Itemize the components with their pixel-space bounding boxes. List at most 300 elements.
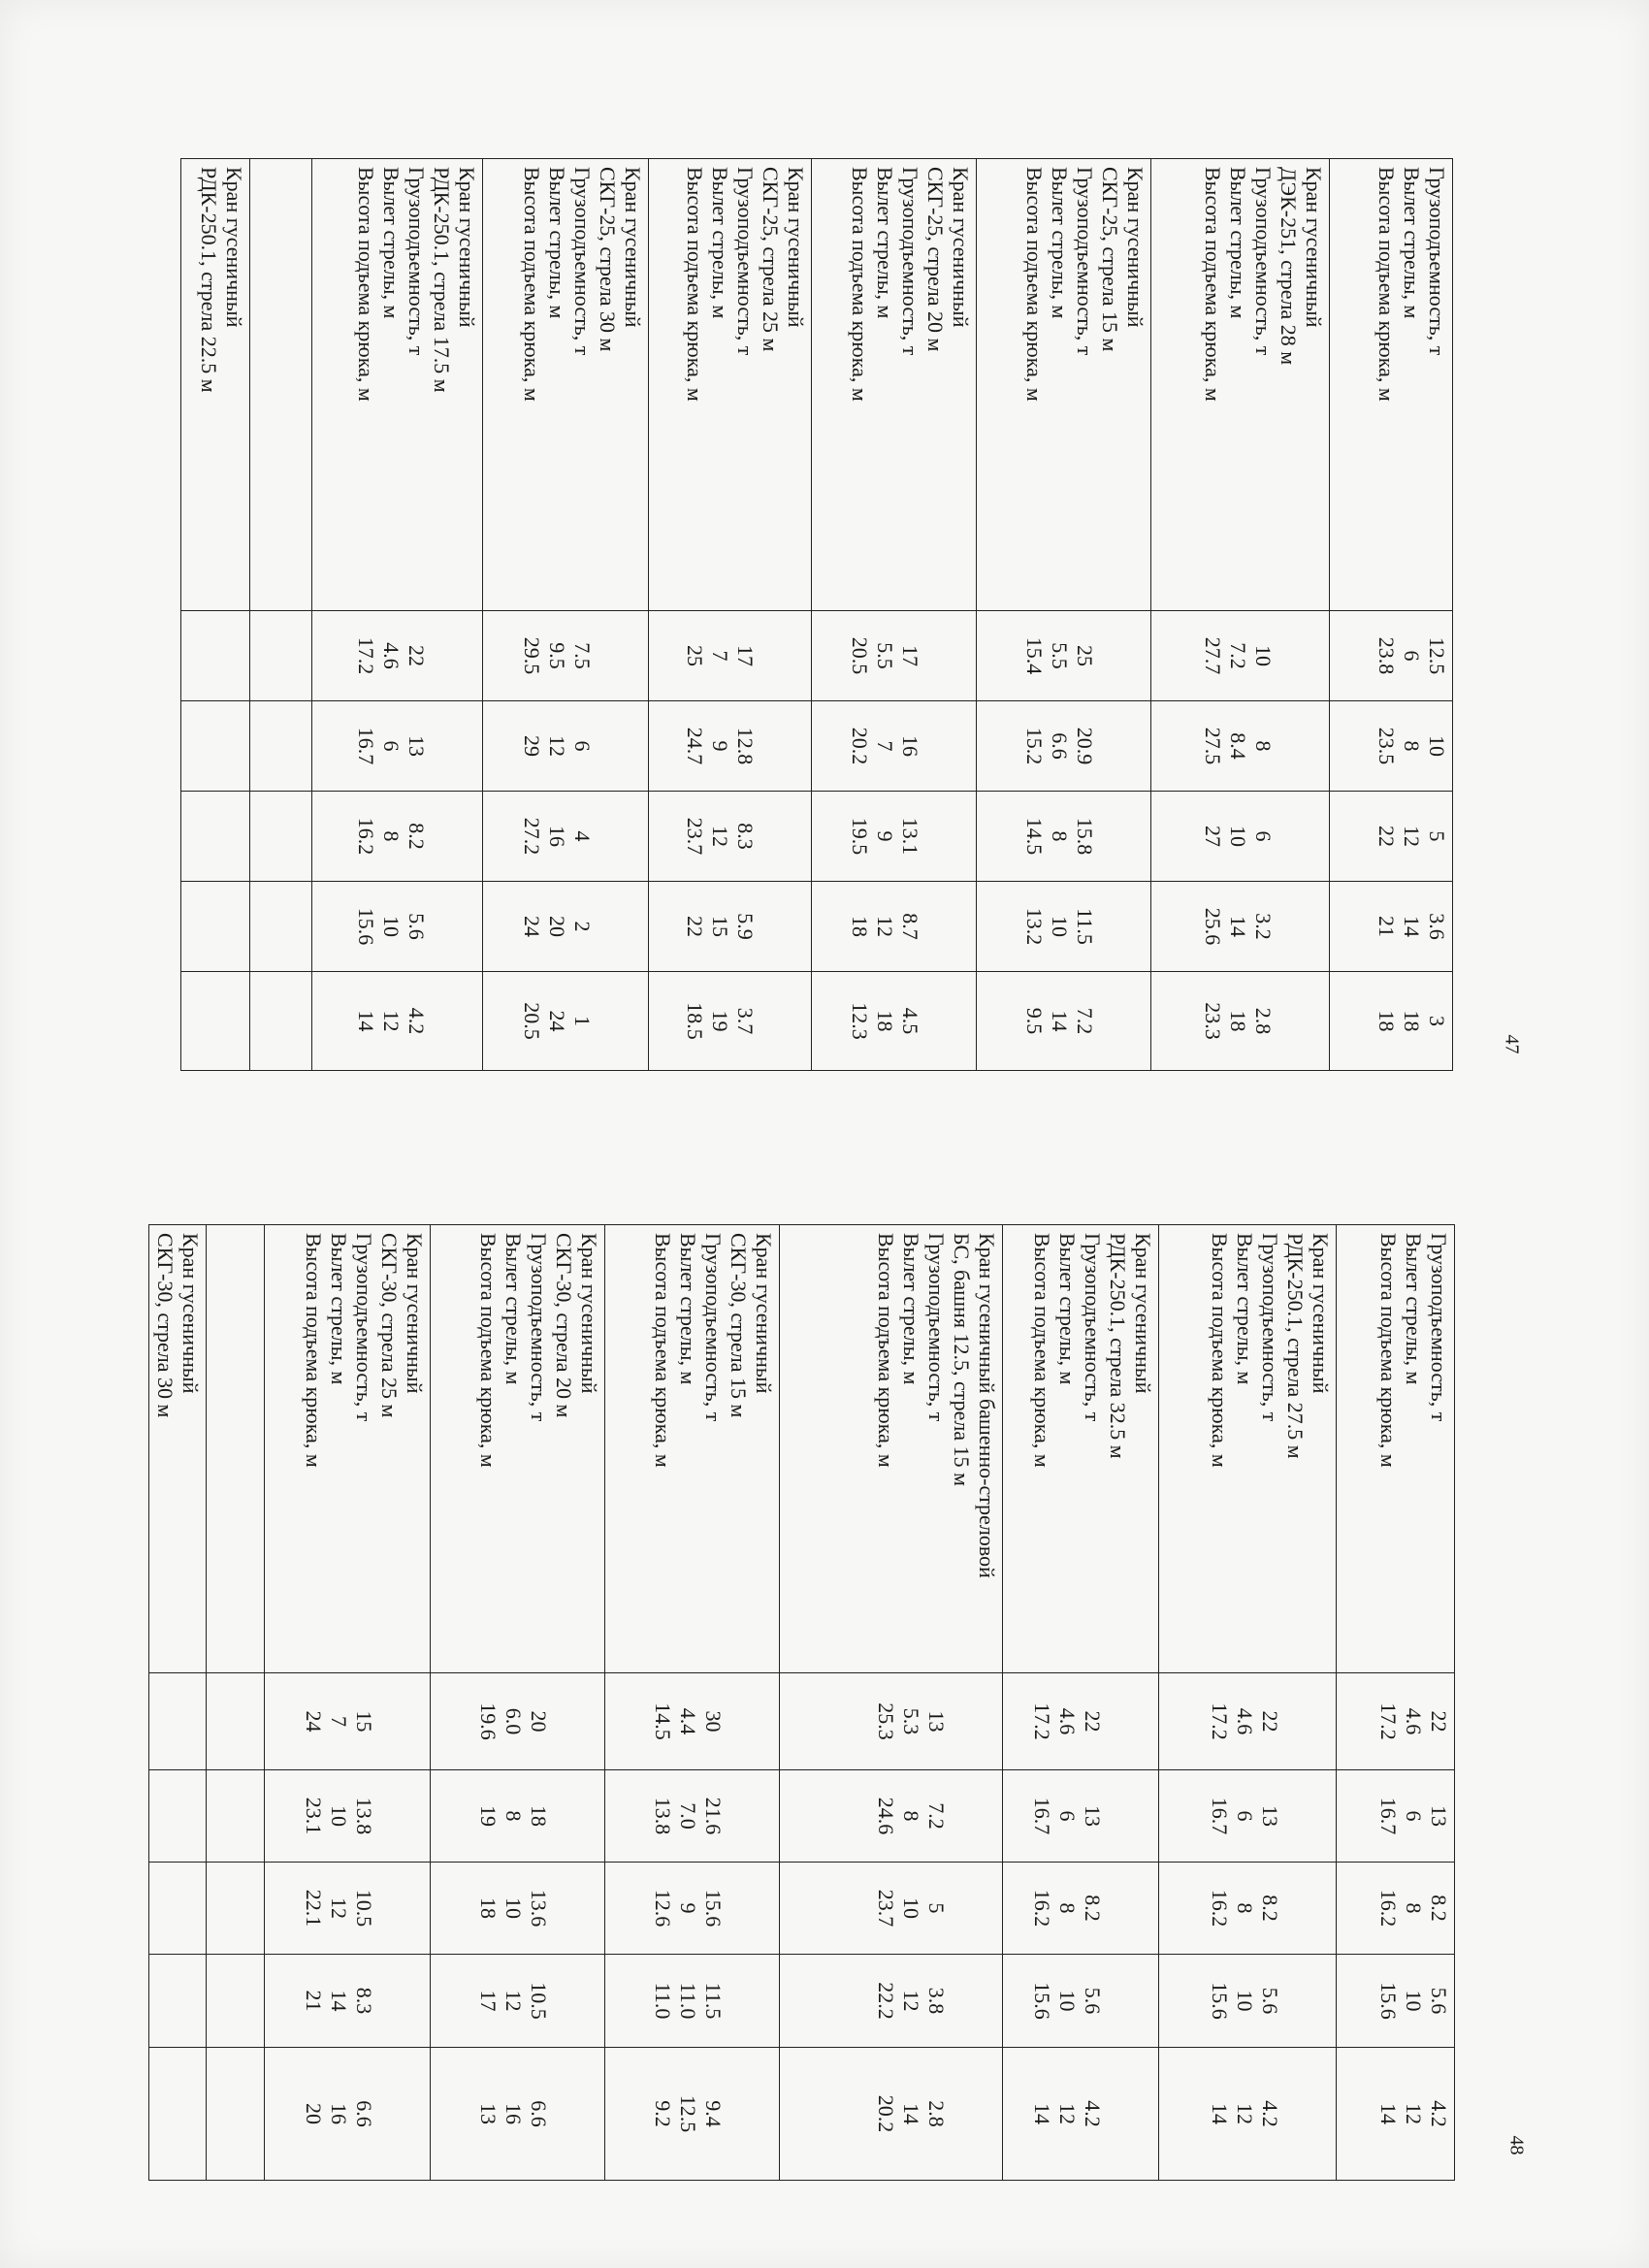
value-line [429,619,454,693]
label-line: СКГ-30, стрела 20 м [552,1233,576,1418]
value-line: 10 [1233,1990,1257,2012]
value-line [595,890,620,963]
value-line: 15.6 [1208,1982,1232,2020]
value-line: 14 [899,2103,923,2124]
value-cell [605,1770,780,1863]
value-cell [976,611,1151,701]
value-line: 14.5 [651,1702,675,1740]
value-line [1301,799,1326,873]
value-line [726,1870,751,1946]
value-line: 7 [327,1716,351,1727]
value-line: 22 [1374,826,1399,847]
value-line [283,619,308,693]
value-line: 12.8 [732,727,758,765]
table-row [207,1225,265,2181]
value-line: 23.5 [1374,727,1399,765]
value-cell [1329,792,1452,882]
value-cell [431,2048,605,2181]
value-line [576,1778,601,1854]
value-line [283,799,308,873]
value-cell [811,882,976,972]
value-cell [1337,1770,1455,1863]
value-line [551,1962,576,2039]
value-line [922,799,948,873]
value-cell [249,611,312,701]
value-line: 8.3 [732,823,758,850]
label-line: Грузоподъемность, т [404,167,429,356]
value-line: 22 [1081,1710,1105,1733]
row-label-cell [649,159,812,611]
label-line: Грузоподъемность, т [527,1233,551,1422]
value-cell [312,611,483,701]
value-line: 13 [924,1710,949,1733]
table-row [149,1225,207,2181]
value-line: 8.2 [1081,1895,1105,1922]
value-cell [976,882,1151,972]
value-line: 9 [707,740,732,752]
value-line: 10 [1425,735,1449,757]
value-line: 8 [1055,1902,1080,1914]
value-cell [1151,882,1330,972]
label-line: Вылет стрелы, м [1402,1233,1426,1385]
label-line: РДК-250.1, стрела 22.5 м [196,167,221,393]
value-line: 20.2 [874,2094,898,2133]
label-line: Кран гусеничный [403,1233,427,1394]
value-line: 16 [501,2103,526,2124]
value-line: 12 [707,826,732,847]
value-line [1105,1778,1130,1854]
value-line: 23.7 [682,817,707,856]
value-line: 16.2 [1376,1889,1401,1928]
value-line [758,799,783,873]
value-line [576,1681,601,1762]
value-line [1276,709,1301,783]
row-label-cell [181,159,250,611]
value-cell [181,972,250,1071]
value-cell [149,1863,207,1955]
value-line: 14 [1400,916,1424,937]
value-cell [149,2048,207,2181]
value-cell [1329,882,1452,972]
value-line: 4.2 [1081,2100,1105,2127]
value-line [1105,1962,1130,2039]
value-line: 4.6 [1233,1707,1257,1735]
value-line: 27.7 [1200,636,1225,675]
label-line: Высота подъема крюка, м [520,167,545,402]
value-line: 4.6 [378,642,404,669]
value-cell [780,2048,1003,2181]
value-line: 12 [327,1897,351,1919]
value-line [221,980,246,1062]
value-line: 4.2 [1258,2100,1282,2127]
value-line: 20.5 [847,636,872,675]
value-line: 16 [897,735,922,757]
label-line: ДЭК-251, стрела 28 м [1276,167,1301,366]
value-line: 23.8 [1374,636,1399,675]
value-cell [811,611,976,701]
label-line [236,1233,261,1665]
label-line: Кран гусеничный [1131,1233,1155,1394]
value-line [178,1681,203,1762]
label-line: Вылет стрелы, м [545,167,570,319]
value-cell [1159,1863,1337,1955]
value-line: 14 [1208,2103,1232,2124]
value-cell [1151,701,1330,792]
value-line: 20 [545,916,570,937]
label-line: Высота подъема крюка, м [651,1233,675,1468]
label-line: Вылет стрелы, м [676,1233,700,1385]
label-line: Грузоподъемность, т [897,167,922,356]
value-cell [431,1955,605,2048]
value-line [221,619,246,693]
value-line: 13 [1427,1805,1451,1827]
label-line [283,167,308,602]
label-line: Высота подъема крюка, м [353,167,378,402]
value-line: 13 [476,2103,501,2124]
row-label-cell [976,159,1151,611]
value-line: 12.5 [1425,636,1449,675]
value-line [283,709,308,783]
value-cell [605,1673,780,1770]
value-line: 13.2 [1022,907,1048,946]
spec-table [148,1224,1455,2181]
row-label-cell [482,159,649,611]
table-row [780,1225,1003,2181]
value-line: 16 [327,2103,351,2124]
value-line: 8 [1048,830,1073,842]
value-cell [1159,1770,1337,1863]
value-line: 11.0 [651,1982,675,2020]
value-line [236,1778,261,1854]
value-line: 22.2 [874,1982,898,2020]
value-line: 10 [1048,916,1073,937]
value-line: 14 [1376,2103,1401,2124]
value-line: 8.2 [404,823,429,850]
value-line: 18 [872,1010,897,1032]
value-cell [431,1863,605,1955]
value-line: 5.3 [899,1707,923,1735]
value-line [1276,799,1301,873]
value-cell [149,1955,207,2048]
value-cell [482,701,649,792]
label-line: РДК-250.1, стрела 17.5 м [429,167,454,393]
value-line [783,619,808,693]
table-row [605,1225,780,2181]
value-line [783,890,808,963]
spec-table [180,158,1453,1071]
value-line: 11.5 [701,1982,726,2020]
label-line: Вылет стрелы, м [899,1233,923,1385]
value-line: 4.2 [404,1007,429,1035]
value-cell [780,1770,1003,1863]
value-cell [649,701,812,792]
label-line: Грузоподъемность, т [1073,167,1098,356]
value-line: 4 [570,830,596,842]
table-row [649,159,812,1071]
value-line: 19.6 [476,1702,501,1740]
value-line [402,1870,427,1946]
value-line: 13.8 [352,1797,376,1835]
value-line [726,1681,751,1762]
label-line: Вылет стрелы, м [1225,167,1250,319]
value-line: 12.3 [847,1002,872,1040]
value-line: 6.0 [501,1707,526,1735]
value-line: 18 [1374,1010,1399,1032]
value-line: 15.2 [1022,727,1048,765]
value-line: 16.7 [1376,1797,1401,1835]
value-line [576,1962,601,2039]
value-cell [312,972,483,1071]
value-line [454,980,479,1062]
value-line: 5.5 [872,642,897,669]
value-line: 6.6 [527,2100,551,2127]
value-line [1130,2056,1155,2172]
value-cell [649,611,812,701]
value-line: 9.5 [1022,1007,1048,1035]
row-label-cell [265,1225,431,1673]
value-line: 11.0 [676,1982,700,2020]
value-cell [976,792,1151,882]
value-line: 4.5 [897,1007,922,1035]
value-line: 8.3 [352,1987,376,2015]
label-line: Кран гусеничный [454,167,479,328]
value-line: 12 [501,1990,526,2012]
value-cell [811,701,976,792]
value-line [1282,1870,1308,1946]
row-label-cell [811,159,976,611]
value-line [178,2056,203,2172]
value-line [1105,1870,1130,1946]
value-line: 3.6 [1425,913,1449,940]
value-line: 6 [1400,650,1424,662]
value-line: 3.7 [732,1007,758,1035]
value-line: 18 [476,1897,501,1919]
value-cell [181,701,250,792]
value-line [376,1681,402,1762]
value-line: 21.6 [701,1797,726,1835]
value-line [236,1962,261,2039]
value-cell [1159,1673,1337,1770]
table-row [1003,1225,1159,2181]
table-row [1329,159,1452,1071]
value-line [751,1681,776,1762]
label-line: Вылет стрелы, м [501,1233,526,1385]
label-line: Грузоподъемность, т [352,1233,376,1422]
value-line: 19.5 [847,817,872,856]
value-line [454,619,479,693]
value-line [922,619,948,693]
value-line: 8.2 [1427,1895,1451,1922]
value-line: 6.6 [1048,732,1073,760]
label-line: Грузоподъемность, т [1250,167,1276,356]
value-line [1122,980,1148,1062]
label-line: Вылет стрелы, м [1233,1233,1257,1385]
value-line [1276,980,1301,1062]
value-line: 10 [899,1897,923,1919]
value-line: 8.2 [1258,1895,1282,1922]
value-line [974,1681,999,1762]
value-line: 17.2 [1030,1702,1054,1740]
value-line [402,1681,427,1762]
value-line: 16.2 [1208,1889,1232,1928]
value-line: 20 [527,1710,551,1733]
value-line: 22 [1427,1710,1451,1733]
value-line [576,2056,601,2172]
value-line: 7.2 [1225,642,1250,669]
value-line [949,1962,974,2039]
value-line: 2 [570,921,596,932]
value-line [283,980,308,1062]
value-line: 10.5 [527,1982,551,2020]
label-line: Высота подъема крюка, м [302,1233,326,1468]
value-line [1308,1778,1333,1854]
value-line [758,890,783,963]
value-line: 17 [732,645,758,666]
value-line: 8 [501,1810,526,1822]
value-line: 5.6 [1427,1987,1451,2015]
value-line: 4.4 [676,1707,700,1735]
value-line [402,1962,427,2039]
value-line: 5.6 [1081,1987,1105,2015]
value-line [1282,1962,1308,2039]
value-cell [431,1673,605,1770]
value-line: 25.3 [874,1702,898,1740]
value-line: 8 [899,1810,923,1822]
label-line: Грузоподъемность, т [701,1233,726,1422]
value-line [1105,1681,1130,1762]
value-line: 11.5 [1073,908,1098,945]
value-line: 10 [1055,1990,1080,2012]
value-line [1122,619,1148,693]
label-line: Кран гусеничный [752,1233,776,1394]
value-line: 13.6 [527,1889,551,1928]
value-cell [780,1863,1003,1955]
value-line: 12 [1402,2103,1426,2124]
label-line: Кран гусеничный [577,1233,601,1394]
value-line [783,799,808,873]
value-line: 7 [707,650,732,662]
value-line: 1 [570,1016,596,1026]
value-line: 18.5 [682,1002,707,1040]
label-line: Грузоподъемность, т [1425,167,1449,356]
value-line [948,980,973,1062]
value-line [178,1962,203,2039]
value-line [1276,619,1301,693]
value-cell [1159,2048,1337,2181]
value-cell [265,1673,431,1770]
label-line: Кран гусеничный башенно-стреловой [975,1233,999,1578]
value-line [376,2056,402,2172]
value-line: 21 [1374,916,1399,937]
value-line [283,890,308,963]
label-line: Грузоподъемность, т [570,167,596,356]
value-line [974,1870,999,1946]
value-line: 15 [707,916,732,937]
value-cell [249,972,312,1071]
value-line: 30 [701,1710,726,1733]
value-line [974,1778,999,1854]
value-cell [482,792,649,882]
value-line: 18 [1400,1010,1424,1032]
value-line [376,1870,402,1946]
value-line [1308,1681,1333,1762]
row-label-cell [1337,1225,1455,1673]
value-line [1282,1681,1308,1762]
value-line: 12 [1055,2103,1080,2124]
value-line: 6 [1250,830,1276,842]
value-line: 2.8 [1250,1007,1276,1035]
value-line: 27.5 [1200,727,1225,765]
value-cell [649,972,812,1071]
value-line: 25 [682,645,707,666]
value-line: 24.7 [682,727,707,765]
value-line [1130,1962,1155,2039]
row-label-cell [1003,1225,1159,1673]
label-line: СКГ-30, стрела 25 м [377,1233,402,1418]
value-line: 8 [1400,740,1424,752]
value-line [620,619,645,693]
table-row [976,159,1151,1071]
value-line [922,890,948,963]
row-label-cell [149,1225,207,1673]
value-line: 18 [847,916,872,937]
value-line: 19 [476,1805,501,1827]
value-line [236,1681,261,1762]
value-cell [482,611,649,701]
row-label-cell [780,1225,1003,1673]
value-line: 6 [1055,1810,1080,1822]
value-cell [265,1863,431,1955]
value-cell [811,972,976,1071]
value-line: 10 [327,1805,351,1827]
table-row [1337,1225,1455,2181]
value-cell [1151,972,1330,1071]
value-line: 22 [682,916,707,937]
label-line: Грузоподъемность, т [732,167,758,356]
label-line: РДК-250.1, стрела 27.5 м [1283,1233,1308,1459]
value-line: 10 [378,916,404,937]
label-line: Высота подъема крюка, м [874,1233,898,1468]
value-line: 12 [1400,826,1424,847]
value-line: 10 [501,1897,526,1919]
value-cell [207,1863,265,1955]
value-line: 10 [1402,1990,1426,2012]
value-line [595,799,620,873]
label-line: Высота подъема крюка, м [1022,167,1048,402]
value-line [1097,709,1122,783]
page-number: 47 [1501,1034,1523,1054]
value-cell [1151,611,1330,701]
value-line: 17.2 [353,636,378,675]
value-line [1130,1681,1155,1762]
table-row [811,159,976,1071]
value-cell [249,792,312,882]
value-line: 12 [545,735,570,757]
value-line [429,799,454,873]
value-line [758,619,783,693]
row-label-cell [1159,1225,1337,1673]
value-line [1130,1778,1155,1854]
value-line: 13.1 [897,817,922,856]
label-line: СКГ-30, стрела 30 м [153,1233,178,1418]
value-line: 7.2 [1073,1007,1098,1035]
value-line: 29 [520,735,545,757]
value-line [1122,799,1148,873]
value-line [221,799,246,873]
value-line: 9 [872,830,897,842]
value-line: 16.7 [1030,1797,1054,1835]
table-row [181,159,250,1071]
